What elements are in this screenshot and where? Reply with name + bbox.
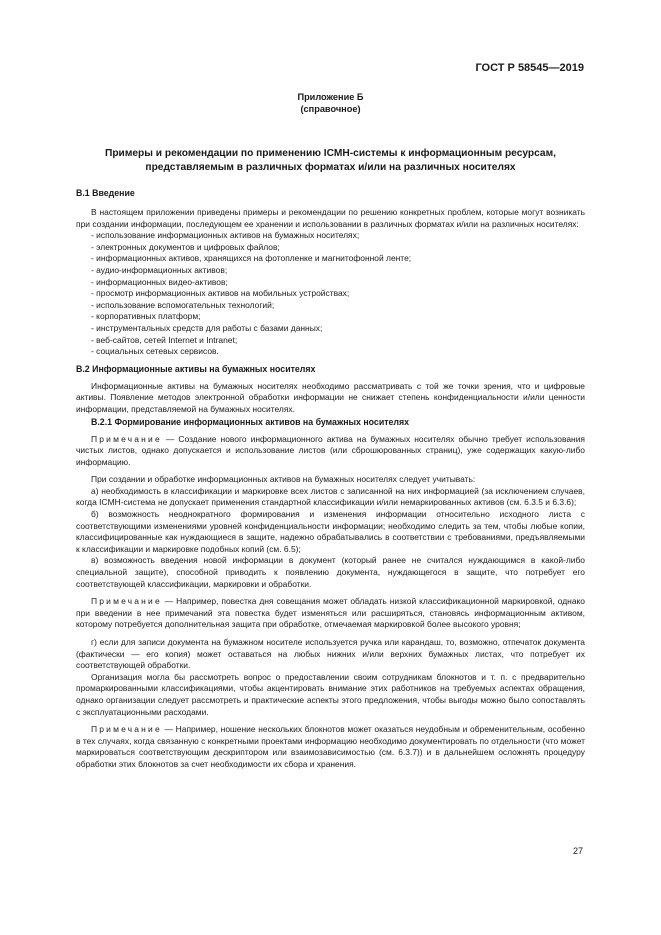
note-label: Примечание <box>91 433 162 444</box>
list-item: - социальных сетевых сервисов. <box>91 346 219 357</box>
list-item: - корпоративных платформ; <box>91 311 201 322</box>
list-item: - использование информационных активов на бумажных носителях; <box>91 230 360 241</box>
note-text: — Например, повестка дня совещания может обладать низкой классификационной маркировкой, однако при введении в нее примечаний эта повестка будет изменяться или расширяться, становясь информационным активом, которому потребуется дополнительная защита при обработке, отмечаемая маркировкой более высокого уровня; <box>76 596 585 630</box>
list-item: - веб-сайтов, сетей Internet и Intranet; <box>91 334 238 345</box>
annex-title: Приложение Б <box>297 92 364 102</box>
note <box>76 434 585 469</box>
list-item: - информационных видео-активов; <box>91 276 228 287</box>
list-item: - электронных документов и цифровых файлов; <box>91 241 280 252</box>
list-item-a: а) необходимость в классификации и маркировке всех листов с записанной на них информацией (за исключением случаев, когда ICMH-система не допускает применения стандартной классификации и/или немаркированных активов (см. 6.3.5 и 6.3.6); <box>76 485 585 508</box>
note-text: — Например, ношение нескольких блокнотов может оказаться неудобным и обременительным, особенно в тех случаях, когда связанную с конкретными проектами информацию необходимо документировать по отдельности (что может маркироваться соответствующим дескриптором или взаимозависимостью (см. 6.3.7)) и в дальнейшем осложнять процедуру обработки этих блокнотов за счет необходимости их сбора и хранения. <box>76 724 585 769</box>
document-code: ГОСТ Р 58545—2019 <box>475 62 584 74</box>
paragraph: Организация могла бы рассмотреть вопрос о предоставлении своим сотрудникам блокнотов и т. п. с предварительно промаркированными классификациями, чтобы акцентировать внимание этих работников на требуемых аспектах обращения, однако организации следует рассмотреть и практические аспекты этого предложения, чтобы выгоды можно было сопоставлять с эксплуатационными расходами. <box>76 671 585 717</box>
list-item-g: г) если для записи документа на бумажном носителе используется ручка или карандаш, то, возможно, отпечаток документа (фактически — его копия) может оставаться на любых нижних и/или верхних бумажных листах, что потребует их соответствующей обработки. <box>76 637 585 671</box>
annex-status: (справочное) <box>300 103 361 114</box>
list-item: - инструментальных средств для работы с базами данных; <box>91 322 323 333</box>
list-item: - использование вспомогательных технологий; <box>91 299 275 310</box>
list-item-v: в) возможность введения новой информации в документ (который ранее не считался нуждающимся в какой-либо специальной защите), способной приводить к появлению документа, нуждающегося в защите, что потребует его соответствующей классификации, маркировки и обработки. <box>76 555 585 589</box>
main-title-line-1: Примеры и рекомендации по применению ICMH-системы к информационным ресурсам, <box>105 148 556 159</box>
list-item: - информационных активов, хранящихся на фотопленке и магнитофонной ленте; <box>91 253 412 264</box>
list-item-b: б) возможность неоднократного формирования и изменения информации относительно исходного листа с соответствующими изменениями уровней конфиденциальности информации; необходимо следить за тем, чтобы любые копии, классифицированные как нуждающиеся в защите, надежно обрабатывались в соответствии с требованиями, предъявляемыми к классификации и маркировке подобных копий (см. 6.5); <box>76 509 585 554</box>
list-item: - просмотр информационных активов на мобильных устройствах; <box>91 288 350 299</box>
main-title-line-2: представляемым в различных форматах и/или на различных носителях <box>145 161 516 173</box>
paragraph: При создании и обработке информационных активов на бумажных носителях следует учитывать: <box>91 474 476 485</box>
page-body <box>76 92 585 771</box>
note-label: Примечание <box>91 724 162 735</box>
page-number: 27 <box>572 846 583 856</box>
list-item: - аудио-информационных активов; <box>91 264 228 275</box>
section-heading: В.2 Информационные активы на бумажных носителях <box>76 363 316 374</box>
section-heading: В.1 Введение <box>76 188 135 198</box>
note <box>76 596 585 631</box>
paragraph: Информационные активы на бумажных носителях необходимо рассматривать с той же точки зрения, что и цифровые активы. Появление методов электронной обработки информации не снижает степень конфиденциальности и/или ценности информации, представляемой на бумажных носителях. <box>76 380 585 414</box>
note-label: Примечание <box>91 596 162 607</box>
note-text: — Создание нового информационного актива на бумажных носителях обычно требует использования чистых листов, однако допускается и использование листов (или сброшюрованных страниц), уже содержащих какую-либо информацию. <box>76 433 585 467</box>
subsection-heading: В.2.1 Формирование информационных активов на бумажных носителях <box>91 416 410 427</box>
paragraph: В настоящем приложении приведены примеры и рекомендации по решению конкретных проблем, которые могут возникать при создании информации, последующем ее хранении и использовании в различных форматах и/или на различных носителях: <box>76 207 585 229</box>
note <box>76 724 585 770</box>
list <box>76 230 585 358</box>
main-title <box>76 147 585 174</box>
